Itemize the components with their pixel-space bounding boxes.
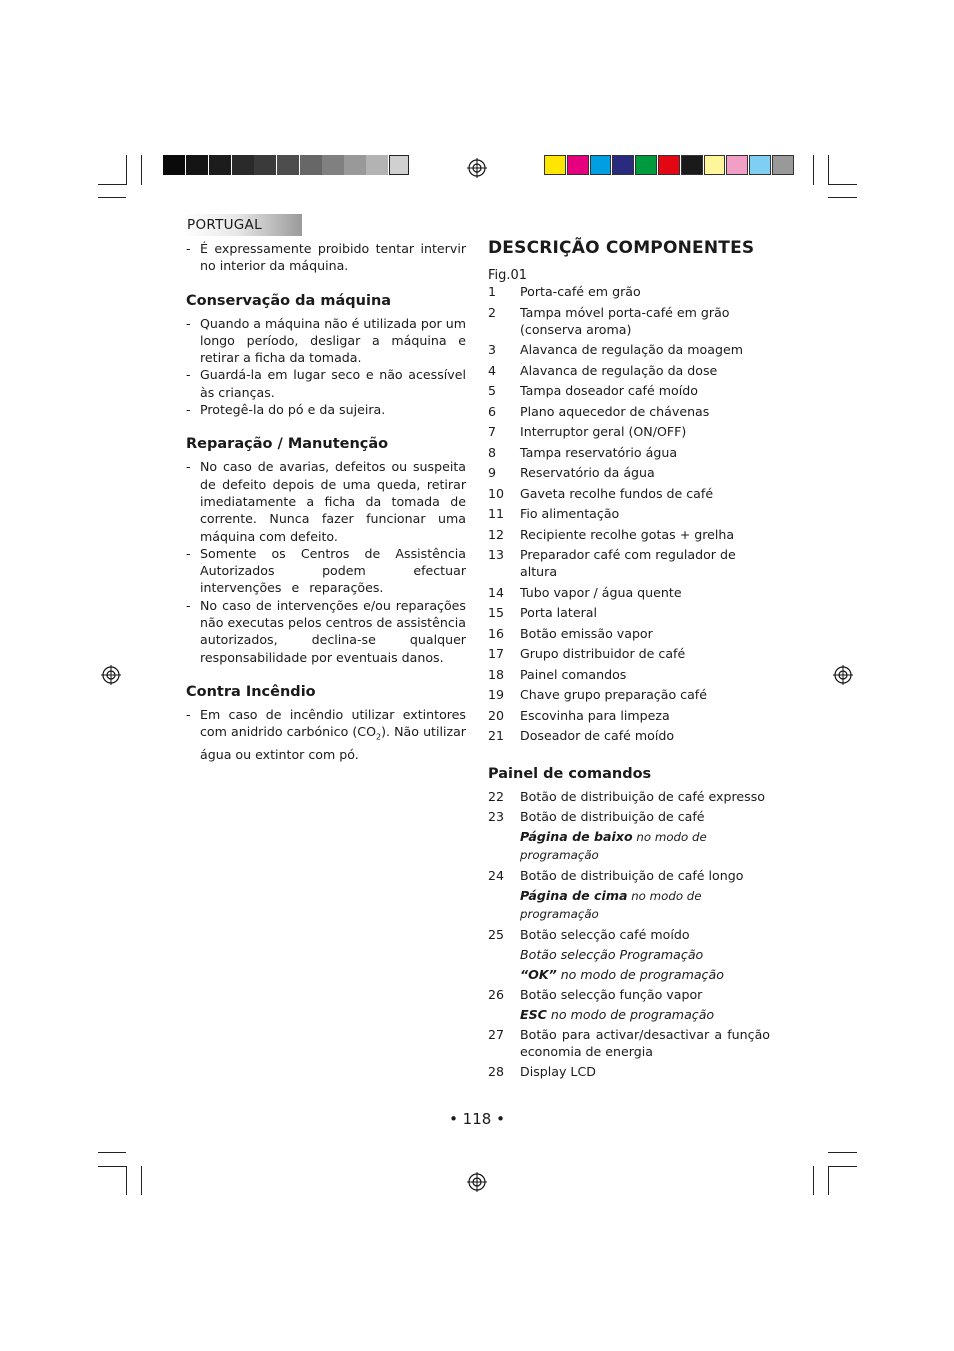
list-item: - Guardá-la em lugar seco e não acessível às crianças. xyxy=(186,366,466,401)
list-item-note: Botão selecção Programação xyxy=(520,947,704,962)
list-item: - No caso de intervenções e/ou reparações não executas pelos centros de assistência autorizados, declina-se qualquer responsabilidade por eventuais danos. xyxy=(186,597,466,666)
registration-mark-icon xyxy=(467,1172,487,1192)
list-item-note: ESC no modo de programação xyxy=(520,1007,715,1022)
list-item: 13 Preparador café com regulador de altura xyxy=(488,547,736,579)
color-swatch xyxy=(772,155,794,175)
gray-swatch xyxy=(186,155,208,175)
list-item: 4 Alavanca de regulação da dose xyxy=(488,362,718,378)
list-item: 17 Grupo distribuidor de café xyxy=(488,646,686,661)
panel-list xyxy=(488,788,770,1080)
list-item: 26 Botão selecção função vapor xyxy=(488,987,703,1002)
color-swatch xyxy=(726,155,748,175)
gray-swatch xyxy=(389,155,409,175)
gray-swatch xyxy=(254,155,276,175)
page-number: • 118 • xyxy=(449,1110,505,1128)
components-list xyxy=(488,283,770,744)
list-item: 11 Fio alimentação xyxy=(488,506,620,521)
list-item: 22 Botão de distribuição de café expresso xyxy=(488,789,765,804)
color-swatch xyxy=(612,155,634,175)
conservacao-heading: Conservação da máquina xyxy=(186,292,392,309)
reparacao-heading: Reparação / Manutenção xyxy=(186,436,389,453)
list-item: 7 Interruptor geral (ON/OFF) xyxy=(488,424,687,439)
color-swatch xyxy=(635,155,657,175)
list-item: 25 Botão selecção café moído xyxy=(488,927,690,942)
list-item: - Protegê-la do pó e da sujeira. xyxy=(186,401,466,418)
list-item: 1 Porta-café em grão xyxy=(488,284,641,299)
list-item: 21 Doseador de café moído xyxy=(488,728,675,743)
list-item: 28 Display LCD xyxy=(488,1064,596,1079)
registration-mark-icon xyxy=(467,158,487,178)
list-item: 2 Tampa móvel porta-café em grão (conserva aroma) xyxy=(488,304,730,337)
list-item-note: Página de cima no modo de programação xyxy=(520,888,702,921)
left-column xyxy=(186,240,466,763)
list-item-note: “OK” no modo de programação xyxy=(520,967,724,982)
list-item: - Somente os Centros de Assistência Autorizados podem efectuar intervenções e reparações. xyxy=(186,545,466,597)
list-item: 8 Tampa reservatório água xyxy=(488,444,678,460)
intro-bullet: - É expressamente proibido tentar intervir no interior da máquina. xyxy=(186,240,466,275)
gray-swatch xyxy=(277,155,299,175)
list-item: 10 Gaveta recolhe fundos de café xyxy=(488,485,714,501)
color-swatch xyxy=(567,155,589,175)
gray-swatch xyxy=(163,155,185,175)
registration-mark-icon xyxy=(833,665,853,685)
incendio-heading: Contra Incêndio xyxy=(186,683,316,700)
section-tag: PORTUGAL xyxy=(183,214,302,236)
reparacao-list xyxy=(186,458,466,666)
gray-swatch xyxy=(366,155,388,175)
gray-swatch xyxy=(232,155,254,175)
list-item: 6 Plano aquecedor de chávenas xyxy=(488,403,710,419)
color-swatch xyxy=(658,155,680,175)
color-swatch xyxy=(704,155,726,175)
list-item: 27 Botão para activar/desactivar a função economia de energia xyxy=(488,1027,770,1059)
list-item: 24 Botão de distribuição de café longo xyxy=(488,868,744,883)
right-column xyxy=(488,238,770,1080)
gray-swatch xyxy=(322,155,344,175)
list-item: 14 Tubo vapor / água quente xyxy=(488,584,682,600)
panel-heading: Painel de comandos xyxy=(488,766,652,782)
components-heading: DESCRIÇÃO COMPONENTES xyxy=(488,238,755,258)
list-item: 20 Escovinha para limpeza xyxy=(488,707,670,723)
gray-swatch xyxy=(209,155,231,175)
color-swatch xyxy=(681,155,703,175)
list-item: 15 Porta lateral xyxy=(488,605,597,620)
list-item: 23 Botão de distribuição de café xyxy=(488,809,705,824)
color-swatch xyxy=(544,155,566,175)
list-item-note: Página de baixo no modo de programação xyxy=(520,829,707,862)
gray-swatch xyxy=(344,155,366,175)
list-item: - Quando a máquina não é utilizada por um longo período, desligar a máquina e retirar a ficha da tomada. xyxy=(186,315,466,367)
color-swatch xyxy=(749,155,771,175)
conservacao-list xyxy=(186,315,466,419)
figure-label: Fig.01 xyxy=(488,268,528,283)
list-item: - No caso de avarias, defeitos ou suspeita de defeito depois de uma queda, retirar imediatamente a ficha da tomada de corrente. Nunca fazer funcionar uma máquina com defeito. xyxy=(186,458,466,544)
list-item: 18 Painel comandos xyxy=(488,666,627,682)
list-item: 19 Chave grupo preparação café xyxy=(488,687,707,702)
gray-swatch xyxy=(300,155,322,175)
list-item: 12 Recipiente recolhe gotas + grelha xyxy=(488,526,735,542)
color-swatch xyxy=(590,155,612,175)
list-item: 3 Alavanca de regulação da moagem xyxy=(488,342,743,357)
registration-mark-icon xyxy=(101,665,121,685)
list-item: 9 Reservatório da água xyxy=(488,465,655,480)
incendio-bullet: - Em caso de incêndio utilizar extintores com anidrido carbónico $(CO_2)$. Não utilizar água ou extintor com pó. xyxy=(186,706,466,763)
list-item: 5 Tampa doseador café moído xyxy=(488,383,698,398)
list-item: 16 Botão emissão vapor xyxy=(488,625,653,641)
